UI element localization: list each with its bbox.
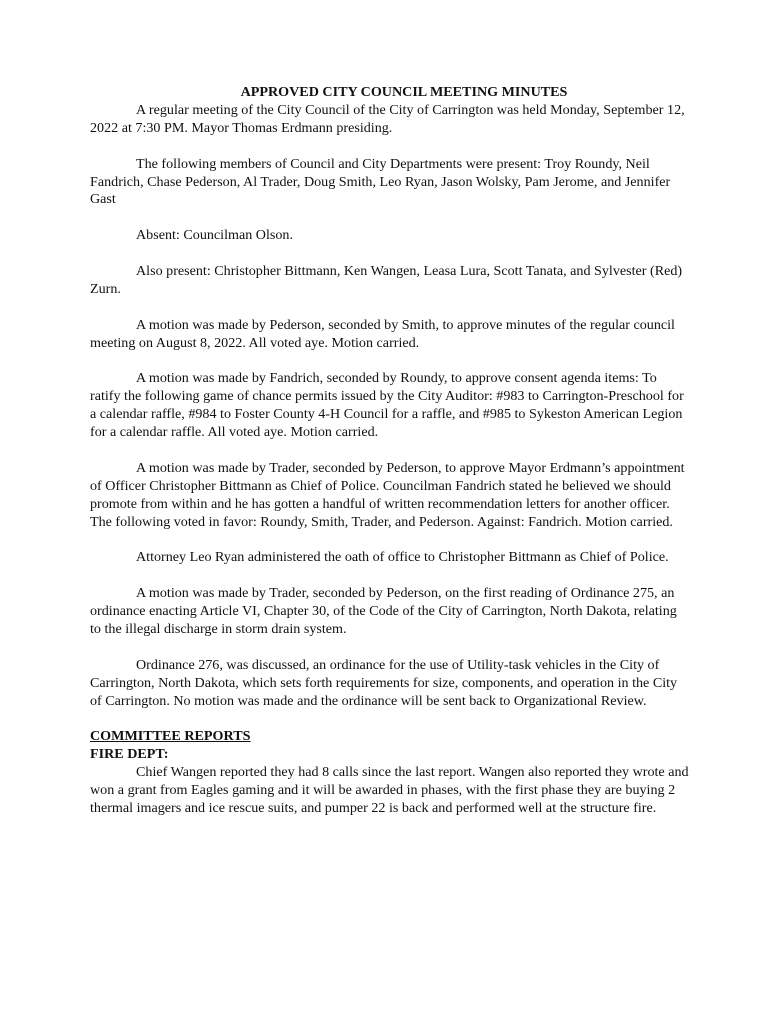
paragraph-fire-report: Chief Wangen reported they had 8 calls since the last report. Wangen also reported they wrote and won a grant from Eagles gaming and it will be awarded in phases, with the first phase they are buying 2 thermal imagers and ice rescue suits, and pumper 22 is back and performed well at the structure fire. xyxy=(90,764,689,817)
paragraph-chief-appointment: A motion was made by Trader, seconded by Pederson, to approve Mayor Erdmann’s appointment of Officer Christopher Bittmann as Chief of Police. Councilman Fandrich stated he believed we should promote from within and he has gotten a handful of written recommendation letters for another officer. The following voted in favor: Roundy, Smith, Trader, and Pederson. Against: Fandrich. Motion carried. xyxy=(90,459,685,530)
paragraph-ordinance-276: Ordinance 276, was discussed, an ordinance for the use of Utility-task vehicles in the City of Carrington, North Dakota, which sets forth requirements for size, components, and operation in the City of Carrington. No motion was made and the ordinance will be sent back to Organizational Review. xyxy=(90,656,678,709)
fire-dept-heading: FIRE DEPT: xyxy=(90,746,169,763)
committee-reports-heading: COMMITTEE REPORTS xyxy=(90,728,251,745)
paragraph-oath: Attorney Leo Ryan administered the oath of office to Christopher Bittmann as Chief of Police. xyxy=(136,549,669,566)
document-body xyxy=(90,84,690,818)
paragraph-minutes-motion: A motion was made by Pederson, seconded by Smith, to approve minutes of the regular council meeting on August 8, 2022. All voted aye. Motion carried. xyxy=(90,316,675,351)
paragraph-absent: Absent: Councilman Olson. xyxy=(136,227,293,244)
paragraph-consent-agenda: A motion was made by Fandrich, seconded by Roundy, to approve consent agenda items: To ratify the following game of chance permits issued by the City Auditor: #983 to Carrington-Preschool for a calendar raffle, #984 to Foster County 4-H Council for a raffle, and #985 to Sykeston American Legion for a calendar raffle. All voted aye. Motion carried. xyxy=(90,370,684,441)
paragraph-also-present: Also present: Christopher Bittmann, Ken Wangen, Leasa Lura, Scott Tanata, and Sylvester (Red) Zurn. xyxy=(90,263,683,297)
paragraph-members-present: The following members of Council and City Departments were present: Troy Roundy, Neil Fandrich, Chase Pederson, Al Trader, Doug Smith, Leo Ryan, Jason Wolsky, Pam Jerome, and Jennifer Gast xyxy=(90,155,671,208)
document-title: APPROVED CITY COUNCIL MEETING MINUTES xyxy=(240,84,568,100)
paragraph-meeting-info: A regular meeting of the City Council of the City of Carrington was held Monday, September 12, 2022 at 7:30 PM. Mayor Thomas Erdmann presiding. xyxy=(90,101,685,136)
paragraph-ordinance-275: A motion was made by Trader, seconded by Pederson, on the first reading of Ordinance 275, an ordinance enacting Article VI, Chapter 30, of the Code of the City of Carrington, North Dakota, relating to the illegal discharge in storm drain system. xyxy=(90,585,677,638)
